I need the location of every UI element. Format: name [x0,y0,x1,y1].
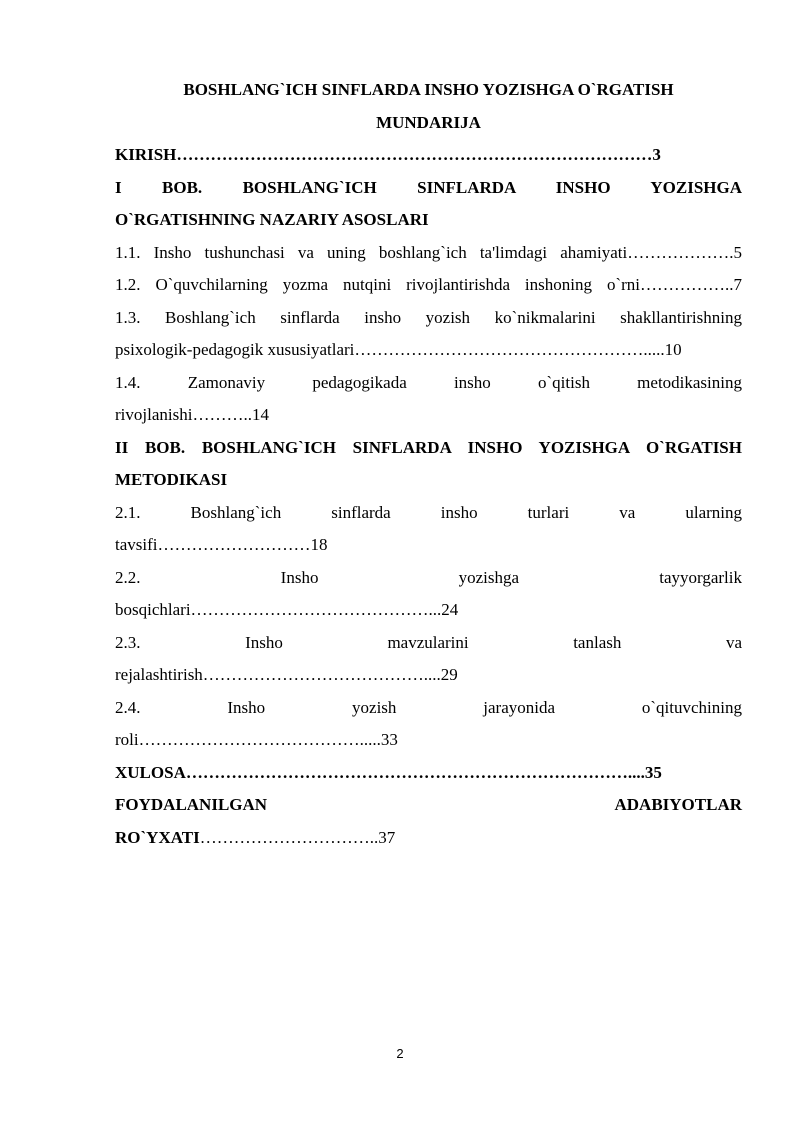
toc-entry-chapter-1 [115,172,742,237]
toc-entry-intro: KIRISH…………………………………………………………………………3 [115,145,661,164]
references-line-1: FOYDALANILGAN ADABIYOTLAR [115,795,742,814]
toc-entry-1-1: 1.1. Insho tushunchasi va uning boshlang`ich ta'limdagi ahamiyati……………….5 [115,242,742,262]
toc-entry-1-3 [115,302,742,367]
document-title: BOSHLANG`ICH SINFLARDA INSHO YOZISHGA O`RGATISH [183,80,674,99]
toc-entry-2-2 [115,562,742,627]
toc-entry-2-1-line-2: tavsifi………………………18 [115,535,328,554]
toc-entry-2-3-line-1: 2.3. Insho mavzularini tanlash va [115,632,742,652]
table-of-contents [115,74,742,854]
chapter-1-title-line-2: O`RGATISHNING NAZARIY ASOSLARI [115,210,429,229]
toc-entry-2-2-line-1: 2.2. Insho yozishga tayyorgarlik [115,567,742,587]
contents-heading: MUNDARIJA [376,112,481,132]
toc-entry-references [115,789,742,854]
toc-entry-chapter-2 [115,432,742,497]
toc-entry-2-1-line-1: 2.1. Boshlang`ich sinflarda insho turlari va ularning [115,502,742,522]
chapter-2-title-line-1: II BOB. BOSHLANG`ICH SINFLARDA INSHO YOZISHGA O`RGATISH [115,437,742,457]
toc-entry-2-4 [115,692,742,757]
toc-entry-2-4-line-1: 2.4. Insho yozish jarayonida o`qituvchining [115,697,742,717]
toc-entry-1-3-line-1: 1.3. Boshlang`ich sinflarda insho yozish ko`nikmalarini shakllantirishning [115,307,742,327]
page-number: 2 [396,1046,404,1061]
chapter-2-title-line-2: METODIKASI [115,470,228,489]
toc-entry-1-4-line-1: 1.4. Zamonaviy pedagogikada insho o`qitish metodikasining [115,372,742,392]
toc-entry-1-4 [115,367,742,432]
references-line-2 [115,822,742,855]
chapter-1-title-line-1: I BOB. BOSHLANG`ICH SINFLARDA INSHO YOZISHGA [115,177,742,197]
toc-entry-2-4-line-2: roli………………………………….....33 [115,730,398,749]
toc-entry-2-3-line-2: rejalashtirish…………………………………....29 [115,665,458,684]
toc-entry-1-2: 1.2. O`quvchilarning yozma nutqini rivojlantirishda inshoning o`rni……………..7 [115,275,742,294]
toc-entry-conclusion: XULOSA……………………………………………………………………....35 [115,762,662,782]
references-line-2-label: RO`YXATI [115,827,200,847]
toc-entry-1-3-line-2: psixologik-pedagogik xususiyatlari…………………………………………….....10 [115,340,682,359]
toc-entry-2-2-line-2: bosqichlari……………………………………...24 [115,600,459,619]
toc-entry-1-4-line-2: rivojlanishi………..14 [115,405,269,424]
references-line-2-leader: …………………………..37 [199,827,396,847]
toc-entry-2-1 [115,497,742,562]
toc-entry-2-3 [115,627,742,692]
